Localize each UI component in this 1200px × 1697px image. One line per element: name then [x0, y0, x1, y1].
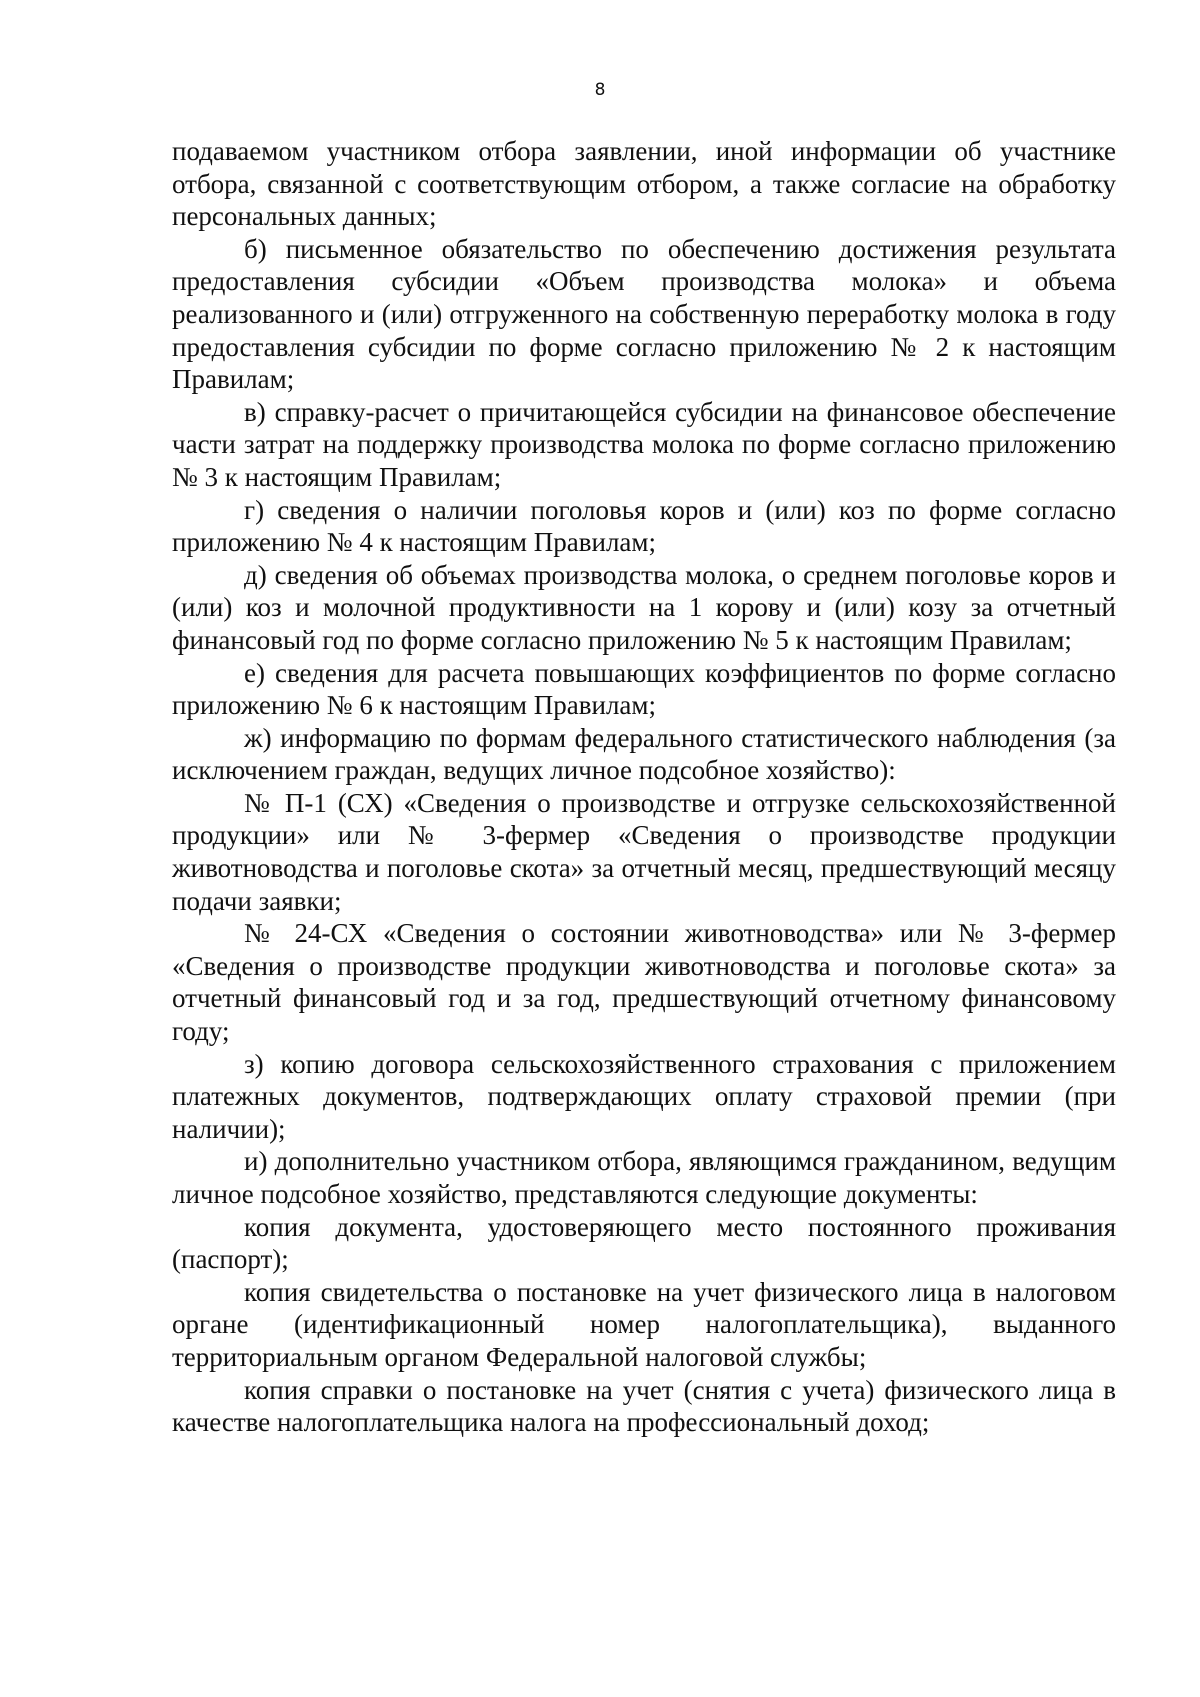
paragraph-continuation: подаваемом участником отбора заявлении, иной информации об участнике отбора, связанной с соответствующим отбором, а также согласие на обработку персональных данных; [172, 136, 1116, 232]
paragraph-passport-copy: копия документа, удостоверяющего место постоянного проживания (паспорт); [172, 1211, 1116, 1275]
paragraph-form-p1: № П-1 (СХ) «Сведения о производстве и отгрузке сельскохозяйственной продукции» или № 3-фермер «Сведения о производстве продукции животноводства и поголовье скота» за отчетный месяц, предшествующий месяцу подачи заявки; [172, 787, 1116, 916]
paragraph-item-i: и) дополнительно участником отбора, являющимся гражданином, ведущим личное подсобное хозяйство, представляются следующие документы: [172, 1146, 1116, 1209]
paragraph-item-b: б) письменное обязательство по обеспечению достижения результата предоставления субсидии «Объем производства молока» и объема реализованного и (или) отгруженного на собственную переработку молока в году предоставления субсидии по форме согласно приложению № 2 к настоящим Правилам; [172, 233, 1116, 395]
paragraph-form-24sh: № 24-СХ «Сведения о состоянии животноводства» или № 3-фермер «Сведения о производстве продукции животноводства и поголовье скота» за отчетный финансовый год и за год, предшествующий отчетному финансовому году; [172, 918, 1116, 1047]
paragraph-self-employed-copy: копия справки о постановке на учет (снятия с учета) физического лица в качестве налогоплательщика налога на профессиональный доход; [172, 1374, 1116, 1438]
paragraph-item-e: е) сведения для расчета повышающих коэффициентов по форме согласно приложению № 6 к настоящим Правилам; [172, 657, 1116, 721]
paragraph-inn-copy: копия свидетельства о постановке на учет физического лица в налоговом органе (идентификационный номер налогоплательщика), выданного территориальным органом Федеральной налоговой службы; [172, 1276, 1116, 1372]
paragraph-item-g: г) сведения о наличии поголовья коров и (или) коз по форме согласно приложению № 4 к настоящим Правилам; [172, 494, 1116, 558]
paragraph-item-z: з) копию договора сельскохозяйственного страхования с приложением платежных документов, подтверждающих оплату страховой премии (при наличии); [172, 1048, 1116, 1144]
page-number: 8 [594, 80, 606, 100]
paragraph-item-zh: ж) информацию по формам федерального статистического наблюдения (за исключением граждан, ведущих личное подсобное хозяйство): [172, 722, 1116, 786]
paragraph-item-v: в) справку-расчет о причитающейся субсидии на финансовое обеспечение части затрат на поддержку производства молока по форме согласно приложению № 3 к настоящим Правилам; [172, 396, 1116, 492]
paragraph-item-d: д) сведения об объемах производства молока, о среднем поголовье коров и (или) коз и молочной продуктивности на 1 корову и (или) козу за отчетный финансовый год по форме согласно приложению № 5 к настоящим Правилам; [172, 559, 1116, 655]
document-body [172, 135, 1116, 1439]
